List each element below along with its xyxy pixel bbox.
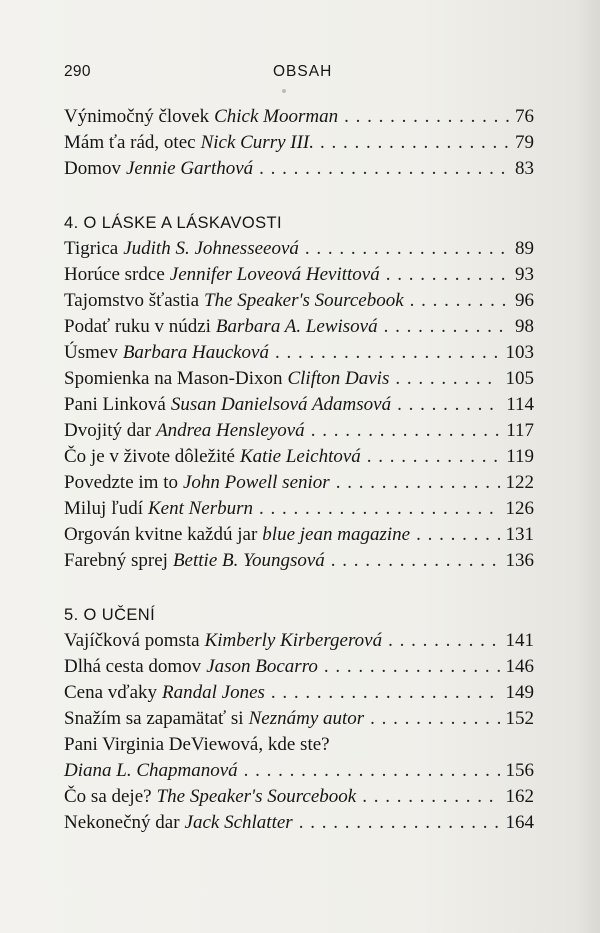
entry-author: Randal Jones: [162, 682, 265, 703]
dot-leader: [416, 522, 499, 548]
dot-leader: [362, 784, 499, 810]
dot-leader: [370, 706, 499, 732]
entry-author: Kent Nerburn: [147, 498, 254, 519]
entry-page-number: 146: [505, 656, 534, 677]
entry-page-number: 119: [506, 446, 534, 467]
dot-leader: [305, 236, 509, 262]
dot-leader: [299, 810, 500, 836]
entry-page-number: 79: [515, 132, 534, 153]
page-number: 290: [64, 63, 91, 80]
toc-entry: [64, 262, 534, 288]
dot-leader: [384, 314, 509, 340]
dot-leader: [388, 628, 499, 654]
entry-author: Neznámy autor: [248, 708, 365, 729]
dot-leader: [271, 680, 500, 706]
entry-title: Čo sa deje?: [64, 786, 152, 807]
dot-leader: [259, 156, 509, 182]
entry-page-number: 89: [515, 238, 534, 259]
toc-entry: [64, 288, 534, 314]
entry-title: Pani Linková: [64, 394, 166, 415]
entry-page-number: 83: [515, 158, 534, 179]
running-title: OBSAH: [273, 63, 333, 80]
entry-page-number: 126: [505, 498, 534, 519]
entry-title: Nekonečný dar: [64, 812, 180, 833]
entry-page-number: 105: [505, 368, 534, 389]
entry-author: Jason Bocarro: [206, 656, 318, 677]
page-header: [64, 63, 534, 85]
dot-leader: [367, 444, 500, 470]
entry-title: Tigrica: [64, 238, 119, 259]
entry-page-number: 93: [515, 264, 534, 285]
toc-entry: [64, 470, 534, 496]
entry-author: Judith S. Johnesseeová: [123, 238, 299, 259]
entry-author: Bettie B. Youngsová: [172, 550, 325, 571]
entry-page-number: 156: [505, 760, 534, 781]
entry-author: Susan Danielsová Adamsová: [170, 394, 392, 415]
toc-entry: [64, 340, 534, 366]
entry-author: Jack Schlatter: [184, 812, 293, 833]
entry-title: Pani Virginia DeViewová, kde ste?: [64, 734, 330, 755]
entry-title: Cena vďaky: [64, 682, 158, 703]
dot-leader: [320, 130, 509, 156]
table-of-contents: [64, 104, 534, 836]
entry-title: Mám ťa rád, otec: [64, 132, 196, 153]
entry-author: Andrea Hensleyová: [156, 420, 305, 441]
toc-entry: [64, 810, 534, 836]
entry-author: blue jean magazine: [262, 524, 411, 545]
toc-entry: [64, 392, 534, 418]
dot-leader: [244, 758, 500, 784]
dot-leader: [410, 288, 509, 314]
entry-author: Barbara A. Lewisová: [215, 316, 378, 337]
entry-page-number: 164: [505, 812, 534, 833]
entry-author: Clifton Davis: [287, 368, 390, 389]
toc-entry: [64, 522, 534, 548]
entry-author: Chick Moorman: [214, 106, 339, 127]
toc-entry: [64, 548, 534, 574]
entry-page-number: 122: [505, 472, 534, 493]
toc-entry: [64, 628, 534, 654]
entry-page-number: 149: [505, 682, 534, 703]
entry-page-number: 103: [505, 342, 534, 363]
toc-entry: [64, 654, 534, 680]
entry-title: Dlhá cesta domov: [64, 656, 202, 677]
entry-page-number: 136: [505, 550, 534, 571]
entry-author: Katie Leichtová: [239, 446, 361, 467]
dot-leader: [397, 392, 500, 418]
toc-entry: [64, 366, 534, 392]
entry-page-number: 114: [506, 394, 534, 415]
print-speck: [282, 89, 286, 93]
toc-entry: [64, 784, 534, 810]
toc-entry: [64, 104, 534, 130]
entry-author: Diana L. Chapmanová: [64, 760, 238, 781]
entry-title: Podať ruku v núdzi: [64, 316, 211, 337]
entry-author: The Speaker's Sourcebook: [156, 786, 357, 807]
section-heading: 4. O LÁSKE A LÁSKAVOSTI: [64, 214, 282, 232]
toc-entry: [64, 314, 534, 340]
entry-author: John Powell senior: [182, 472, 330, 493]
entry-title: Vajíčková pomsta: [64, 630, 200, 651]
dot-leader: [324, 654, 500, 680]
toc-entry: [64, 496, 534, 522]
entry-title: Miluj ľudí: [64, 498, 143, 519]
entry-title: Výnimočný človek: [64, 106, 210, 127]
entry-title: Horúce srdce: [64, 264, 165, 285]
toc-entry: [64, 444, 534, 470]
entry-page-number: 131: [505, 524, 534, 545]
dot-leader: [344, 104, 509, 130]
entry-page-number: 98: [515, 316, 534, 337]
entry-author: The Speaker's Sourcebook: [204, 290, 404, 311]
entry-author: Jennifer Loveová Hevittová: [169, 264, 380, 285]
entry-title: Dvojitý dar: [64, 420, 152, 441]
entry-author: Jennie Garthová: [126, 158, 254, 179]
toc-entry: [64, 418, 534, 444]
entry-page-number: 162: [505, 786, 534, 807]
entry-title: Úsmev: [64, 342, 118, 363]
toc-entry: [64, 156, 534, 182]
dot-leader: [311, 418, 501, 444]
toc-entry: [64, 758, 534, 784]
dot-leader: [259, 496, 499, 522]
toc-entry: [64, 236, 534, 262]
entry-author: Barbara Haucková: [122, 342, 269, 363]
toc-entry: [64, 706, 534, 732]
toc-entry: [64, 680, 534, 706]
dot-leader: [331, 548, 500, 574]
dot-leader: [395, 366, 499, 392]
toc-entry: [64, 130, 534, 156]
entry-title: Orgován kvitne každú jar: [64, 524, 258, 545]
entry-title: Čo je v živote dôležité: [64, 446, 235, 467]
dot-leader: [386, 262, 509, 288]
entry-page-number: 76: [515, 106, 534, 127]
dot-leader: [336, 470, 500, 496]
entry-page-number: 96: [515, 290, 534, 311]
entry-author: Kimberly Kirbergerová: [204, 630, 383, 651]
section-heading: 5. O UČENÍ: [64, 606, 156, 624]
entry-title: Spomienka na Mason-Dixon: [64, 368, 283, 389]
dot-leader: [275, 340, 500, 366]
entry-title: Tajomstvo šťastia: [64, 290, 200, 311]
entry-page-number: 152: [505, 708, 534, 729]
entry-page-number: 141: [505, 630, 534, 651]
entry-title: Povedzte im to: [64, 472, 178, 493]
entry-title: Snažím sa zapamätať si: [64, 708, 244, 729]
entry-page-number: 117: [506, 420, 534, 441]
toc-entry: [64, 732, 534, 758]
entry-author: Nick Curry III.: [200, 132, 315, 153]
entry-title: Farebný sprej: [64, 550, 168, 571]
entry-title: Domov: [64, 158, 121, 179]
